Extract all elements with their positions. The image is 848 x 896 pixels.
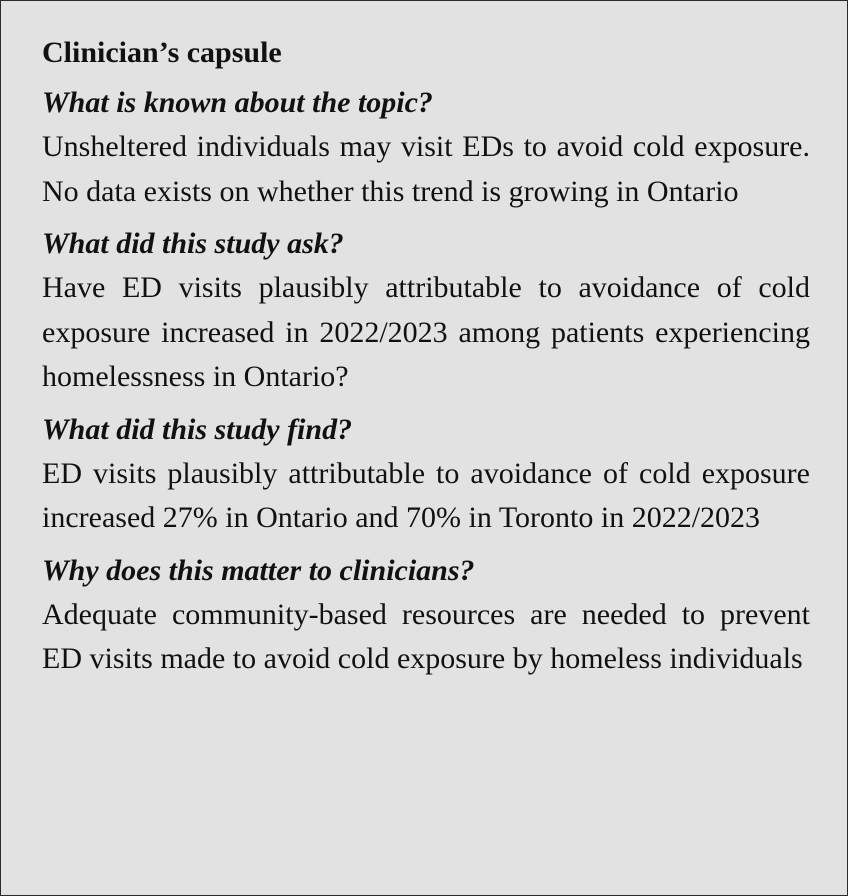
section-answer: Have ED visits plausibly attributable to avoidance of cold exposure increased in 2022/2023 among patients experiencing homelessness in Ontario? bbox=[42, 271, 810, 393]
capsule-content bbox=[42, 31, 810, 690]
capsule-title: Clinician’s capsule bbox=[42, 36, 282, 69]
section-question: What is known about the topic? bbox=[42, 86, 433, 119]
section-answer: ED visits plausibly attributable to avoidance of cold exposure increased 27% in Ontario and 70% in Toronto in 2022/2023 bbox=[42, 456, 810, 534]
section-question: What did this study ask? bbox=[42, 227, 344, 260]
section-question: What did this study find? bbox=[42, 412, 353, 446]
capsule-section-matter bbox=[42, 549, 810, 682]
section-question: Why does this matter to clinicians? bbox=[42, 553, 475, 587]
capsule-section-ask bbox=[42, 222, 810, 400]
capsule-section-known bbox=[42, 81, 810, 214]
section-answer: Unsheltered individuals may visit EDs to avoid cold exposure. No data exists on whether this trend is growing in Ontario bbox=[42, 130, 810, 208]
capsule-section-find bbox=[42, 408, 810, 541]
section-answer: Adequate community-based resources are needed to prevent ED visits made to avoid cold exposure by homeless individuals bbox=[42, 597, 810, 675]
